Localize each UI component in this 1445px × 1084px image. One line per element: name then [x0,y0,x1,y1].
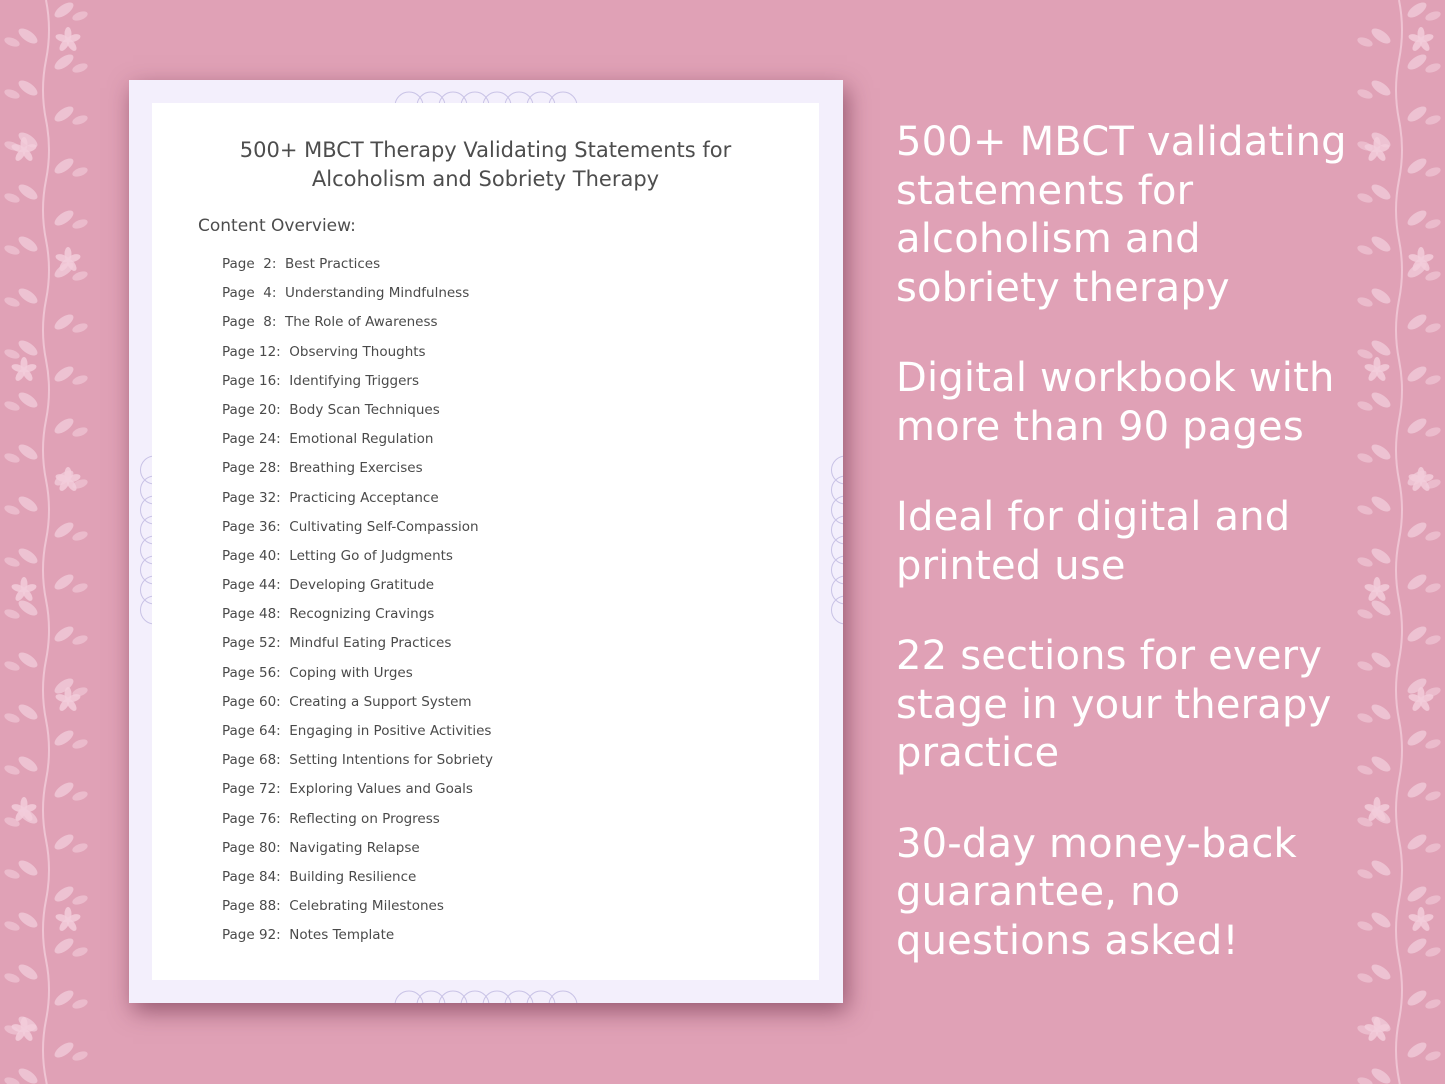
toc-item: Page 12: Observing Thoughts [222,343,426,360]
toc-item: Page 72: Exploring Values and Goals [222,781,473,798]
document-title-line1: 500+ MBCT Therapy Validating Statements for [239,138,732,162]
toc-item: Page 24: Emotional Regulation [222,431,434,448]
feature-item: 30-day money-back guarantee, no questions asked! [896,820,1297,964]
toc-item: Page 64: Engaging in Positive Activities [222,723,492,739]
mandala-ornament-right [820,450,843,630]
mandala-ornament-bottom [384,979,588,1003]
page-content [152,103,819,980]
toc-item: Page 68: Setting Intentions for Sobriety [222,752,493,769]
feature-item: Digital workbook with more than 90 pages [896,355,1335,450]
toc-item: Page 36: Cultivating Self-Compassion [222,518,479,535]
toc-item: Page 4: Understanding Mindfulness [222,285,470,302]
floral-vine-right [1353,0,1445,1084]
floral-vine-left [0,0,92,1084]
document-title [152,136,819,194]
toc-item: Page 16: Identifying Triggers [222,372,420,389]
toc-item: Page 40: Letting Go of Judgments [222,547,453,564]
toc-item: Page 92: Notes Template [222,927,395,944]
toc-item: Page 80: Navigating Relapse [222,839,420,856]
table-of-contents [222,253,493,954]
document-title-line2: Alcoholism and Sobriety Therapy [311,167,660,191]
toc-item: Page 84: Building Resilience [222,868,417,885]
toc-item: Page 28: Breathing Exercises [222,460,423,477]
toc-item: Page 32: Practicing Acceptance [222,489,439,506]
toc-item: Page 76: Reflecting on Progress [222,810,440,827]
toc-item: Page 2: Best Practices [222,256,381,272]
mandala-ornament-left [129,450,152,630]
toc-item: Page 56: Coping with Urges [222,664,413,681]
toc-item: Page 88: Celebrating Milestones [222,898,444,915]
toc-item: Page 8: The Role of Awareness [222,314,438,331]
toc-item: Page 52: Mindful Eating Practices [222,635,452,652]
toc-item: Page 20: Body Scan Techniques [222,401,440,418]
feature-item: 22 sections for every stage in your therapy practice [896,633,1332,776]
feature-item: Ideal for digital and printed use [896,494,1291,589]
toc-item: Page 44: Developing Gratitude [222,577,435,594]
toc-item: Page 48: Recognizing Cravings [222,606,435,623]
content-overview-label: Content Overview: [198,216,356,236]
feature-list [896,118,1366,1007]
toc-item: Page 60: Creating a Support System [222,693,472,710]
feature-item: 500+ MBCT validating statements for alcoholism and sobriety therapy [896,119,1347,311]
mandala-ornament-top [384,80,588,104]
workbook-page-preview [129,80,843,1003]
